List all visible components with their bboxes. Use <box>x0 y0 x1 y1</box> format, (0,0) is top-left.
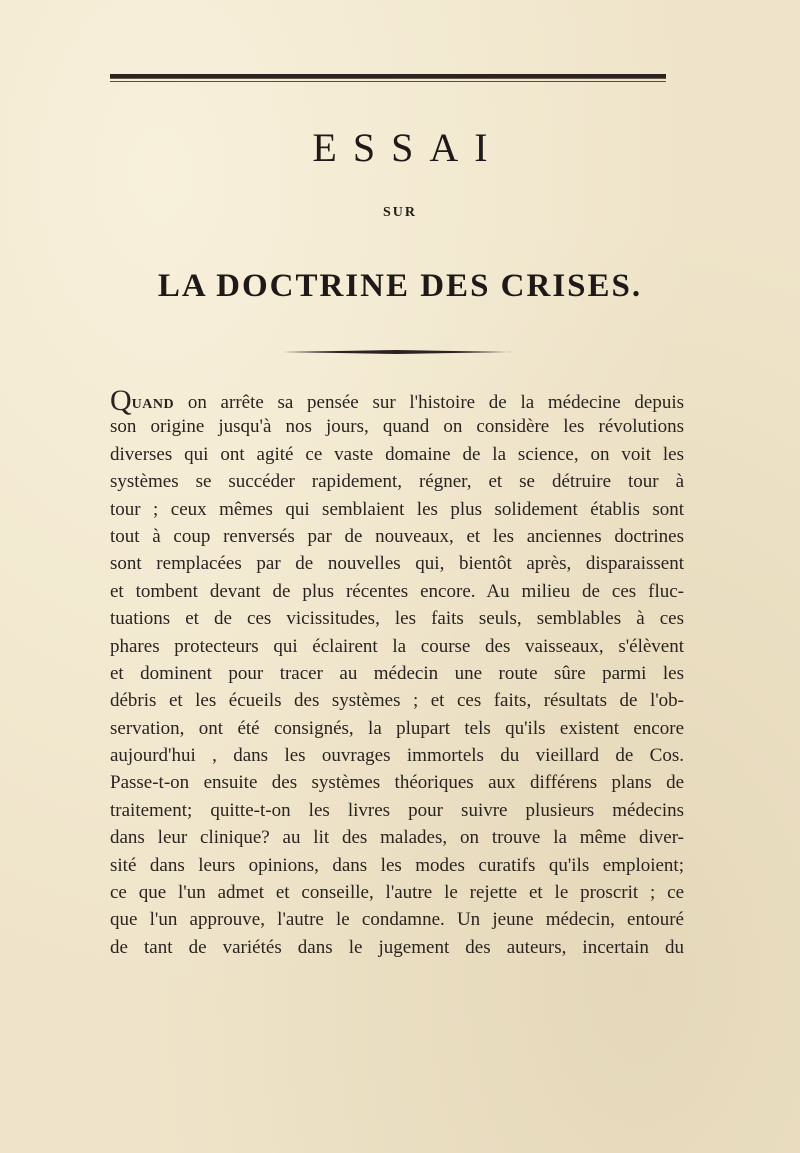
text-line: de tant de variétés dans le jugement des auteurs, incertain du <box>110 936 684 958</box>
drop-cap: Q <box>110 384 132 417</box>
text-line: ce que l'un admet et conseille, l'autre le rejette et le proscrit ; ce <box>110 882 684 904</box>
small-caps-word: UAND <box>131 397 175 412</box>
text-line: que l'un approuve, l'autre le condamne. Un jeune médecin, entouré <box>110 909 684 931</box>
ornamental-rule <box>282 350 512 353</box>
text-line: tout à coup renversés par de nouveaux, et les anciennes doctrines <box>110 525 684 547</box>
text-line: servation, ont été consignés, la plupart tels qu'ils existent encore <box>110 717 684 739</box>
text-line: Passe-t-on ensuite des systèmes théoriques aux différens plans de <box>110 772 684 794</box>
text-line: et dominent pour tracer au médecin une route sûre parmi les <box>110 662 684 684</box>
text-line: systèmes se succéder rapidement, régner, et se détruire tour à <box>110 471 684 493</box>
text-line: tuations et de ces vicissitudes, les faits seuls, semblables à ces <box>110 608 684 630</box>
text-line: traitement; quitte-t-on les livres pour suivre plusieurs médecins <box>110 799 684 821</box>
text-line: phares protecteurs qui éclairent la course des vaisseaux, s'élèvent <box>110 635 684 657</box>
text-line <box>110 384 684 417</box>
top-rule <box>110 74 666 79</box>
text-line: aujourd'hui , dans les ouvrages immortels du vieillard de Cos. <box>110 745 684 767</box>
body-text <box>110 386 684 961</box>
text-line: débris et les écueils des systèmes ; et ces faits, résultats de l'ob- <box>110 690 684 712</box>
page-title: ESSAI <box>312 125 504 170</box>
text-line: dans leur clinique? au lit des malades, on trouve la même diver- <box>110 827 684 849</box>
text-line: diverses qui ont agité ce vaste domaine de la science, on voit les <box>110 443 684 465</box>
text-line: tour ; ceux mêmes qui semblaient les plus solidement établis sont <box>110 498 684 520</box>
text-line: son origine jusqu'à nos jours, quand on considère les révolutions <box>110 416 684 438</box>
ornamental-rule-graphic <box>282 350 512 354</box>
text-line: sont remplacées par de nouvelles qui, bientôt après, disparaissent <box>110 553 684 575</box>
text-line: et tombent devant de plus récentes encore. Au milieu de ces fluc- <box>110 580 684 602</box>
line-text: on arrête sa pensée sur l'histoire de la médecine depuis <box>174 392 684 413</box>
page-heading: LA DOCTRINE DES CRISES. <box>157 268 643 304</box>
text-line: sité dans leurs opinions, dans les modes curatifs qu'ils emploient; <box>110 854 684 876</box>
page-subtitle: SUR <box>382 205 417 220</box>
